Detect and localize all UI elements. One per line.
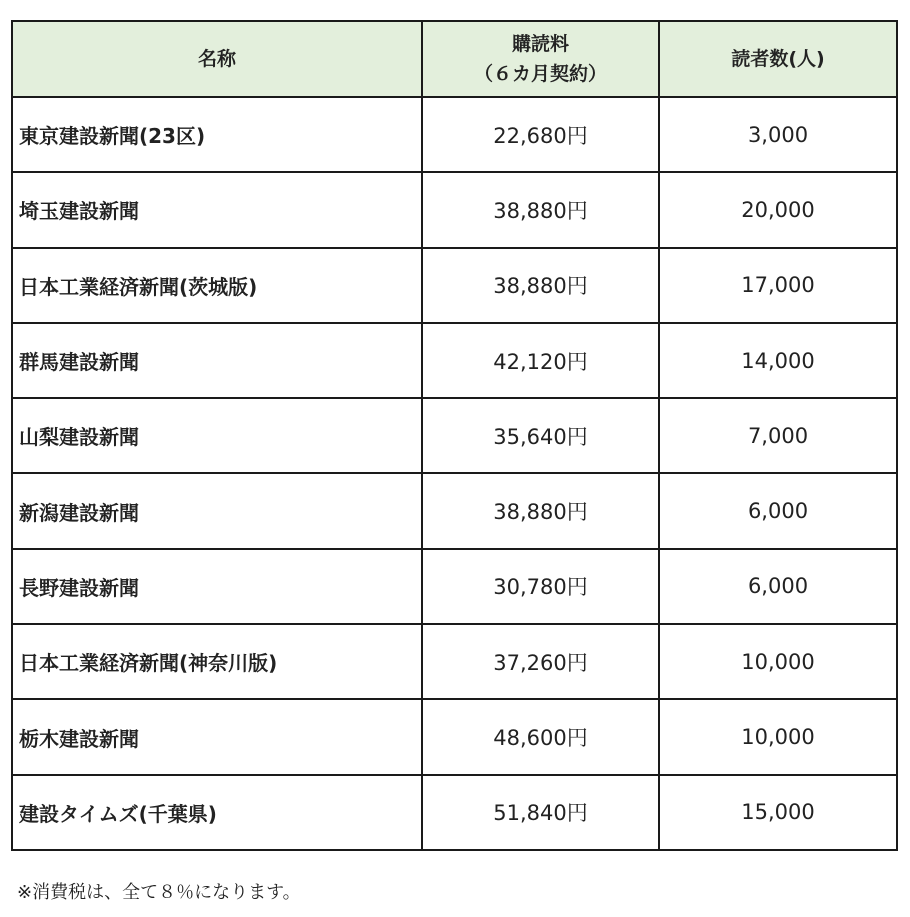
table-header [12, 21, 897, 97]
header-price-line2: （６カ月契約） [473, 63, 607, 85]
subscription-table [11, 20, 898, 851]
table-row [12, 398, 897, 473]
row-name: 埼玉建設新聞 [12, 172, 422, 247]
row-price: 37,260円 [422, 624, 659, 699]
row-readers: 10,000 [659, 699, 897, 774]
row-readers: 3,000 [659, 97, 897, 172]
row-name: 山梨建設新聞 [12, 398, 422, 473]
header-row [12, 21, 897, 97]
header-readers: 読者数(人) [659, 21, 897, 97]
row-name: 日本工業経済新聞(神奈川版) [12, 624, 422, 699]
row-name: 新潟建設新聞 [12, 473, 422, 548]
row-name: 群馬建設新聞 [12, 323, 422, 398]
table-row [12, 172, 897, 247]
table-row [12, 699, 897, 774]
row-name: 日本工業経済新聞(茨城版) [12, 248, 422, 323]
header-price [422, 21, 659, 97]
tax-note: ※消費税は、全て８％になります。 [17, 882, 301, 903]
row-price: 38,880円 [422, 473, 659, 548]
row-name: 長野建設新聞 [12, 549, 422, 624]
row-name: 東京建設新聞(23区) [12, 97, 422, 172]
table-row [12, 473, 897, 548]
table-row [12, 323, 897, 398]
table-row [12, 775, 897, 850]
row-price: 38,880円 [422, 172, 659, 247]
table-row [12, 248, 897, 323]
table-row [12, 624, 897, 699]
row-name: 栃木建設新聞 [12, 699, 422, 774]
row-price: 51,840円 [422, 775, 659, 850]
table-row [12, 549, 897, 624]
table-row [12, 97, 897, 172]
row-readers: 7,000 [659, 398, 897, 473]
row-readers: 20,000 [659, 172, 897, 247]
row-price: 35,640円 [422, 398, 659, 473]
row-readers: 10,000 [659, 624, 897, 699]
row-readers: 15,000 [659, 775, 897, 850]
table-body [12, 97, 897, 850]
row-price: 22,680円 [422, 97, 659, 172]
row-readers: 14,000 [659, 323, 897, 398]
row-price: 38,880円 [422, 248, 659, 323]
row-readers: 17,000 [659, 248, 897, 323]
row-readers: 6,000 [659, 549, 897, 624]
row-price: 30,780円 [422, 549, 659, 624]
row-name: 建設タイムズ(千葉県) [12, 775, 422, 850]
row-readers: 6,000 [659, 473, 897, 548]
row-price: 42,120円 [422, 323, 659, 398]
header-price-line1: 購読料 [511, 33, 569, 55]
row-price: 48,600円 [422, 699, 659, 774]
header-name: 名称 [12, 21, 422, 97]
